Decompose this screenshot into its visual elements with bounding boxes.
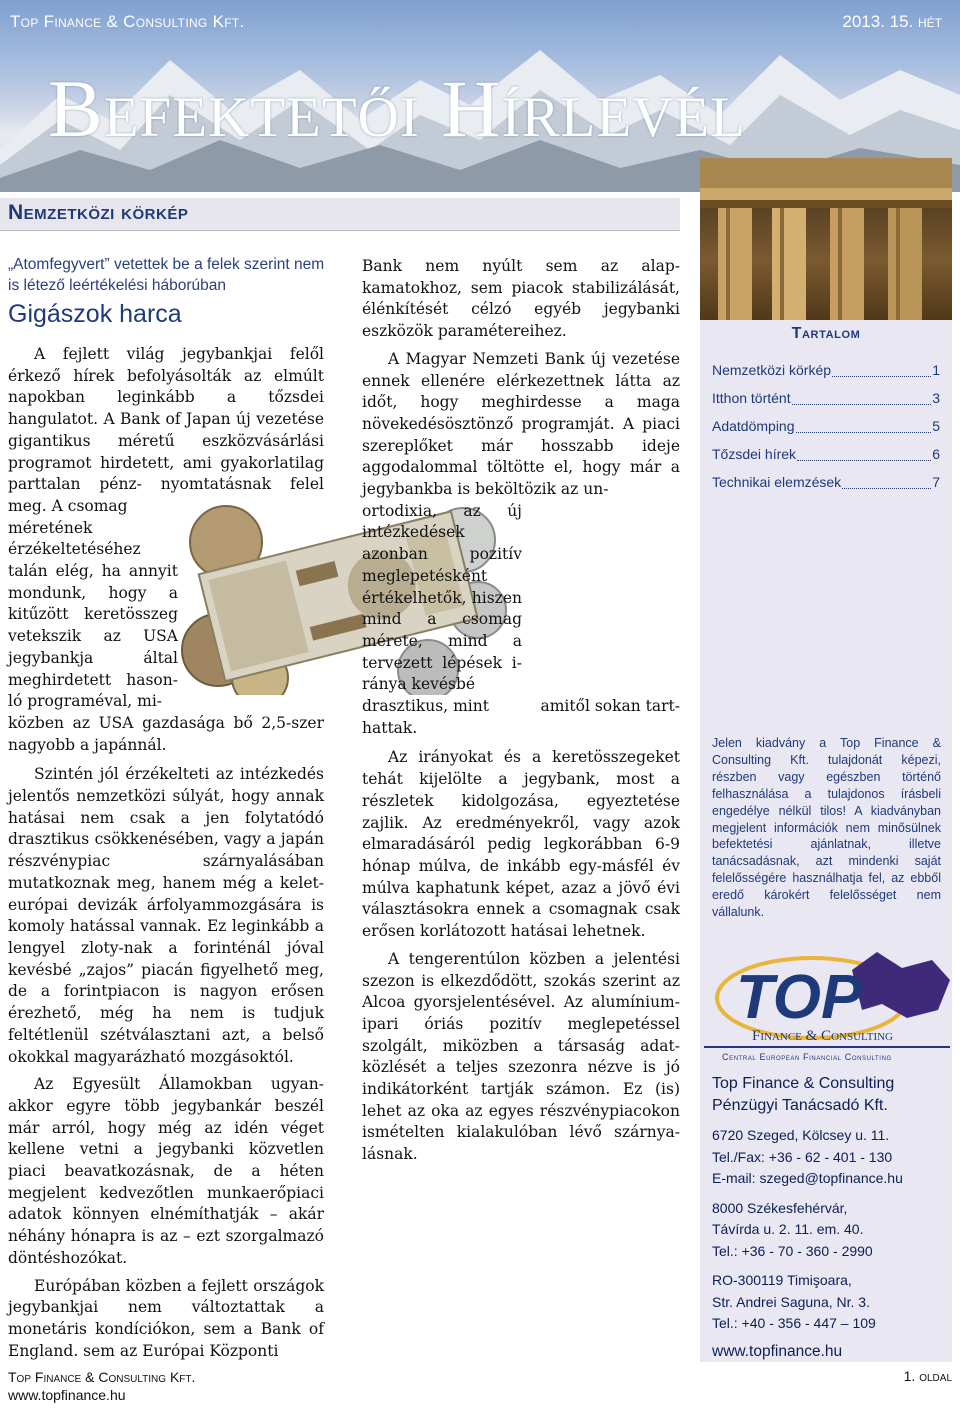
toc-item-label: Technikai elemzések [712,474,842,490]
paragraph: Az irányokat és a keretösszegeket tehát kijelölte a jegybank, most a részletek kidolgozása, egyeztetése zajlik. Az eredményekről, vagy azok elmaradásáról pedig legkorábban 6-9 hónap múlva, de inkább egy-másfél év múlva kaphatunk képet, azaz a jövő évi választásokra ennek a csomagnak csak erősen korlátozott hatásai lehetnek. [362,748,680,941]
paragraph: A fejlett világ jegybankjai felől érkező hírek befolyásolták az elmúlt napokban leginkább a tőzsdei hangulatot. A Bank of Japan új vezetése gigantikus méretű eszközvásárlási programot hirdetett, ami gyakorlatilag parttalan pénz- nyomtatásnak felel meg. A csomag [8,345,324,515]
logo-tagline: Central European Financial Consulting [722,1052,892,1062]
contact-block [712,1073,944,1363]
phone-line: Tel.: +40 - 356 - 447 – 109 [712,1315,876,1331]
toc-item-label: Nemzetközi körkép [712,362,832,378]
section-header [0,198,680,231]
paragraph: méretének érzékeltetéséhez talán elég, ha annyit mondunk, hogy a kitűzött keretösszeg vetekszik az USA jegybankja által meghirdetett hason- ló programéval, mi- [8,518,178,711]
toc-title: Tartalom [791,325,861,342]
disclaimer-text: Jelen kiadvány a Top Finance & Consulting Kft. tulajdonát képezi, részben vagy egészben történő felhasználása a tulajdonos írásbeli engedélye nélkül tilos! A kiadványban megjelent információk nem minősülnek befektetési ajánlatnak, illetve tanácsadásnak, azt mindenki saját felelősségére használhatja fel, az ebből eredő károkért felelősséget nem vállalunk. [712,736,941,920]
toc-item[interactable] [712,384,940,412]
phone-line: Tel.: +36 - 70 - 360 - 2990 [712,1242,873,1259]
toc-leader [797,448,931,461]
paragraph: Az Egyesült Államokban ugyan-akkor egyre több jegybankár beszél már arról, hogy még az idén véget kellene vetni a jegybanki közvetlen piaci beavatkozásnak, de a héten megjelent kedvezőtlen munkaerőpiaci adatok könnyen elnémíthatják – akár néhány hónapra is az – ezt szorgalmazó döntéshozókat. [8,1075,324,1267]
logo-mark: TOP [736,963,863,1032]
toc-leader [796,420,932,433]
paragraph: Európában közben a fejlett országok jegybankjai nem változtattak a monetáris kondíciókon, sem a Bank of England. sem az Európai Központi [8,1276,324,1360]
paragraph: ortodixia, az új intézkedések azonban pozitív meglepetésként értékelhetők, hiszen mind a csomag mérete, mind a tervezett lépések i- ránya kevésbé [362,501,522,694]
article-column-1 [8,344,324,1368]
phone-line: Tel./Fax: +36 - 62 - 401 - 130 [712,1148,893,1165]
paragraph: A tengerentúlon közben a jelentési szezon is elkezdődött, szokás szerint az Alcoa gyorsjelentésével. Az alumínium-ipari óriás pozitív meglepetéssel szolgált, miközben a társaság adat-közlését a teljes szezonra nézve is jó indikátorként tartják számon. Ez (is) lehet az oka az egyes részvénypiacokon ismételten kialakulóban lévő szárnya-lásnak. [362,949,680,1164]
paragraph: A Magyar Nemzeti Bank új vezetése ennek ellenére elérkezettnek látta az időt, hogy meghirdesse a maga növekedésösztönző programját. A piaci szereplőket már hosszabb ideje aggodalommal töltötte el, hogy már a jegybankba is beköltözik az un- [362,349,680,499]
toc-item-page: 6 [932,446,940,462]
company-logo [702,940,952,1065]
toc-item-page: 7 [932,474,940,490]
paragraph: közben az USA gazdasága bő 2,5-szer nagyobb a japánnál. [8,713,324,754]
toc-item-page: 1 [932,362,940,378]
footer [8,1368,195,1404]
issue-date: 2013. 15. hét [842,12,942,31]
logo-subtitle: Finance & Consulting [752,1028,893,1044]
pillars-image [700,158,952,328]
address-line: Str. Andrei Saguna, Nr. 3. [712,1293,870,1310]
brand-name: Top Finance & Consulting Kft. [10,12,245,31]
article-kicker: „Atomfegyvert” vetettek be a felek szerint nem is létező leértékelési háborúban [8,256,325,294]
toc-leader [832,364,931,377]
toc-item-page: 5 [932,418,940,434]
paragraph: Bank nem nyúlt sem az alap-kamatokhoz, sem piacok stabilizálását, élénkítését célzó egyéb jegybanki eszközök paramétereihez. [362,257,680,341]
paragraph-fragment: drasztikus, mint [362,697,489,716]
toc-item[interactable] [712,440,940,468]
paragraph: hattak. [362,718,418,737]
address-line: RO-300119 Timişoara, [712,1272,852,1288]
toc-item-label: Tőzsdei hírek [712,446,797,462]
company-name: Top Finance & Consulting [712,1075,895,1092]
email-link[interactable]: E-mail: szeged@topfinance.hu [712,1170,903,1186]
section-title: Nemzetközi körkép [8,201,189,224]
paragraph-fragment: amitől sokan tart- [540,697,680,716]
website-link[interactable]: www.topfinance.hu [712,1342,843,1360]
footer-company: Top Finance & Consulting Kft. [8,1369,196,1385]
toc-leader [792,392,932,405]
article-column-2 [362,256,680,1172]
toc-item-label: Adatdömping [712,418,795,434]
address-line: Távírda u. 2. 11. em. 40. [712,1221,864,1237]
toc-item-page: 3 [932,390,940,406]
address-line: 8000 Székesfehérvár, [712,1199,848,1216]
toc-item-label: Itthon történt [712,390,791,406]
footer-website-link[interactable]: www.topfinance.hu [8,1387,126,1403]
company-subtitle: Pénzügyi Tanácsadó Kft. [712,1097,888,1114]
table-of-contents [712,356,940,496]
address-line: 6720 Szeged, Kölcsey u. 11. [712,1127,890,1143]
article-headline: Gigászok harca [8,300,182,328]
newsletter-title: Befektetői Hírlevél [48,63,746,154]
paragraph-line [362,696,680,718]
pillars-graphic [700,158,952,328]
paragraph: Szintén jól érzékelteti az intézkedés jelentős nemzetközi súlyát, hogy annak hatásai nem csak a jen folytatódó drasztikus csökkenésében, vagy a japán részvénypiac szárnyalásában mutatkoznak meg, hanem még a kelet-európai devizák árfolyammozgására is komoly hatással vannak. Ez leginkább a lengyel zloty-nak a forinténál jóval kevésbé „zajos” piacán figyelhető meg, de a forintpiacon is nagyon erősen érezhető, még ha nem is tudjuk feltétlenül szétválasztani azt, a belső okokkal magyarázható mozgásoktól. [8,765,324,1066]
toc-item[interactable] [712,412,940,440]
toc-item[interactable] [712,468,940,496]
page-number: 1. oldal [903,1368,952,1384]
toc-leader [842,476,931,489]
toc-item[interactable] [712,356,940,384]
